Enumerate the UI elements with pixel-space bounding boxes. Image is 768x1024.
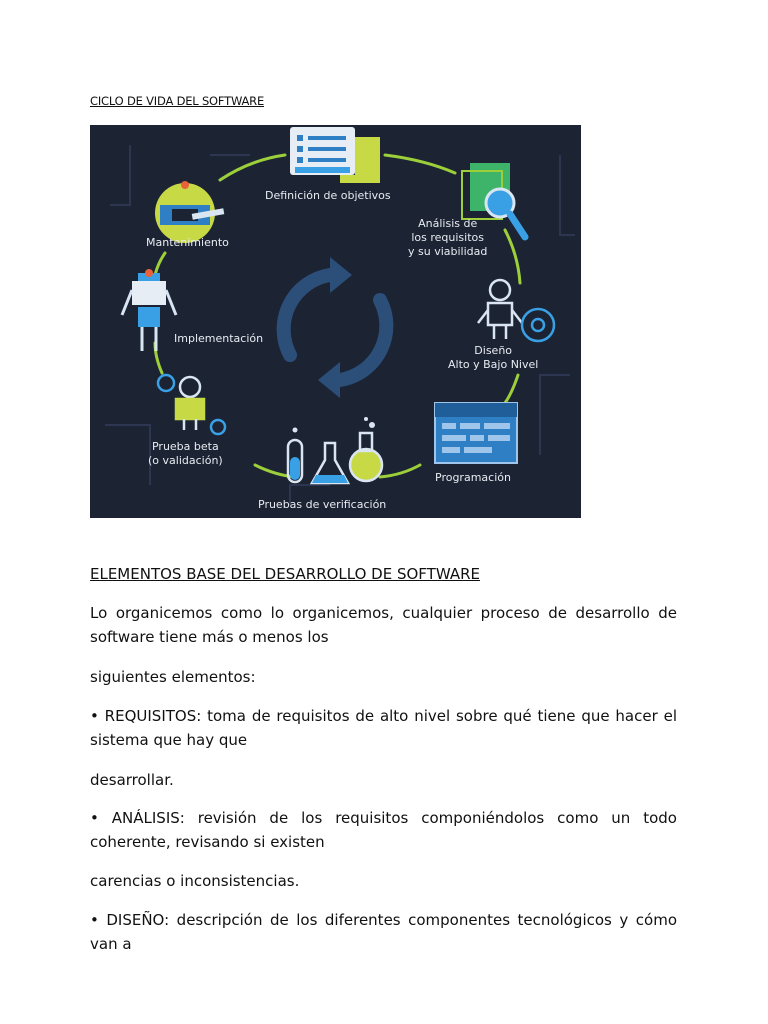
stage-label-prueba-beta (148, 440, 223, 468)
stage-label-implementacion: Implementación (174, 332, 264, 345)
cycle-arrows-icon (284, 275, 387, 380)
bullet-diseno: • DISEÑO: descripción de los diferentes componentes tecnológicos y cómo van a (90, 911, 677, 953)
programming-code-window-icon (435, 403, 517, 463)
stage-label-pruebas-verificacion: Pruebas de verificación (258, 498, 387, 511)
stage-label-mantenimiento: Mantenimiento (146, 236, 229, 249)
document-objectives-icon (290, 127, 380, 183)
stage-label-analisis-line-3: y su viabilidad (408, 245, 488, 258)
paragraph-intro-continued: siguientes elementos: (90, 668, 256, 686)
software-lifecycle-diagram (90, 125, 581, 518)
maintenance-robot-icon (155, 181, 224, 243)
stage-label-prueba-beta-line-2: (o validación) (148, 454, 223, 467)
stage-label-prueba-beta-line-1: Prueba beta (151, 440, 219, 453)
stage-label-diseno (448, 344, 538, 372)
document-small-title: CICLO DE VIDA DEL SOFTWARE (90, 94, 265, 108)
beta-test-robot-icon (158, 375, 225, 434)
paragraph-intro: Lo organicemos como lo organicemos, cualquier proceso de desarrollo de software tiene más o menos los (90, 604, 677, 646)
stage-label-diseno-line-1: Diseño (474, 344, 513, 357)
stage-label-diseno-line-2: Alto y Bajo Nivel (448, 358, 539, 371)
stage-label-analisis-line-1: Análisis de (418, 217, 478, 230)
verification-flasks-icon (288, 417, 382, 483)
implementation-robot-icon (122, 269, 176, 351)
bullet-requisitos: • REQUISITOS: toma de requisitos de alto nivel sobre qué tiene que hacer el sistema que hay que (90, 707, 677, 749)
bullet-analisis-continued: carencias o inconsistencias. (90, 872, 300, 890)
stage-label-programacion: Programación (435, 471, 511, 484)
stage-label-analisis (408, 217, 487, 259)
section-heading: ELEMENTOS BASE DEL DESARROLLO DE SOFTWARE (90, 565, 480, 583)
bullet-analisis: • ANÁLISIS: revisión de los requisitos componiéndolos como un todo coherente, revisando si existen (90, 809, 677, 851)
stage-label-analisis-line-2: los requisitos (411, 231, 484, 244)
design-robot-icon (478, 280, 554, 341)
stage-label-definicion: Definición de objetivos (265, 189, 391, 202)
bullet-requisitos-continued: desarrollar. (90, 771, 174, 789)
